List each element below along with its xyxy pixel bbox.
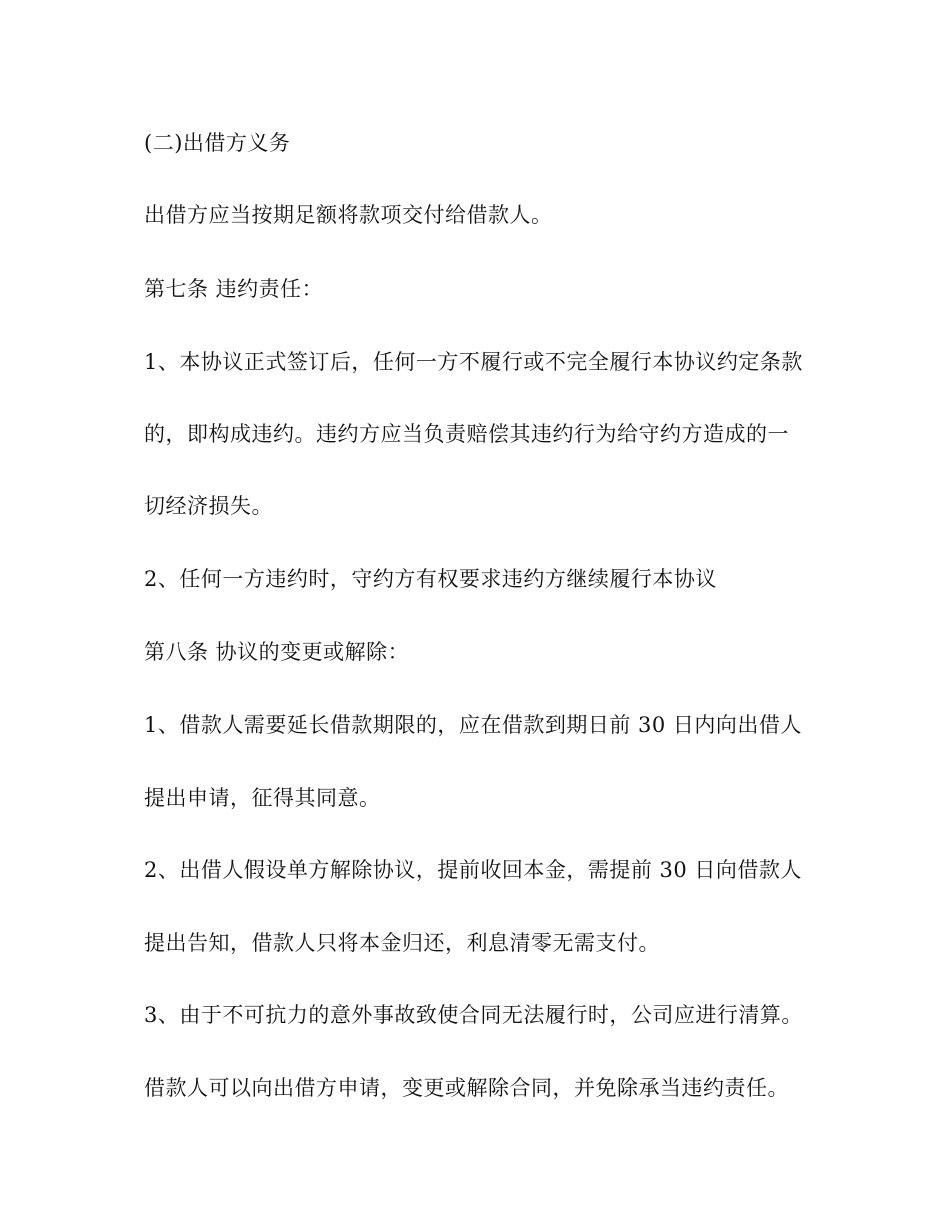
paragraph-line: 提出申请，征得其同意。 bbox=[144, 786, 381, 810]
paragraph-line: 3、由于不可抗力的意外事故致使合同无法履行时，公司应进行清算。 bbox=[144, 1003, 803, 1027]
paragraph-line: 切经济损失。 bbox=[144, 494, 273, 518]
section-heading-lender-obligations: (二)出借方义务 bbox=[144, 131, 291, 155]
paragraph-line: 2、任何一方违约时，守约方有权要求违约方继续履行本协议 bbox=[144, 567, 717, 591]
article-heading-change-or-termination: 第八条 协议的变更或解除： bbox=[144, 640, 410, 664]
paragraph-line: 1、借款人需要延长借款期限的，应在借款到期日前 30 日内向出借人 bbox=[144, 713, 802, 737]
paragraph-line: 的，即构成违约。违约方应当负责赔偿其违约行为给守约方造成的一 bbox=[144, 422, 789, 446]
paragraph-line: 1、本协议正式签订后，任何一方不履行或不完全履行本协议约定条款 bbox=[144, 350, 803, 374]
paragraph-line: 借款人可以向出借方申请，变更或解除合同，并免除承当违约责任。 bbox=[144, 1076, 789, 1100]
paragraph-line: 出借方应当按期足额将款项交付给借款人。 bbox=[144, 203, 553, 227]
paragraph-line: 提出告知，借款人只将本金归还，利息清零无需支付。 bbox=[144, 931, 660, 955]
article-heading-breach-liability: 第七条 违约责任： bbox=[144, 277, 324, 301]
paragraph-line: 2、出借人假设单方解除协议，提前收回本金，需提前 30 日向借款人 bbox=[144, 858, 802, 882]
